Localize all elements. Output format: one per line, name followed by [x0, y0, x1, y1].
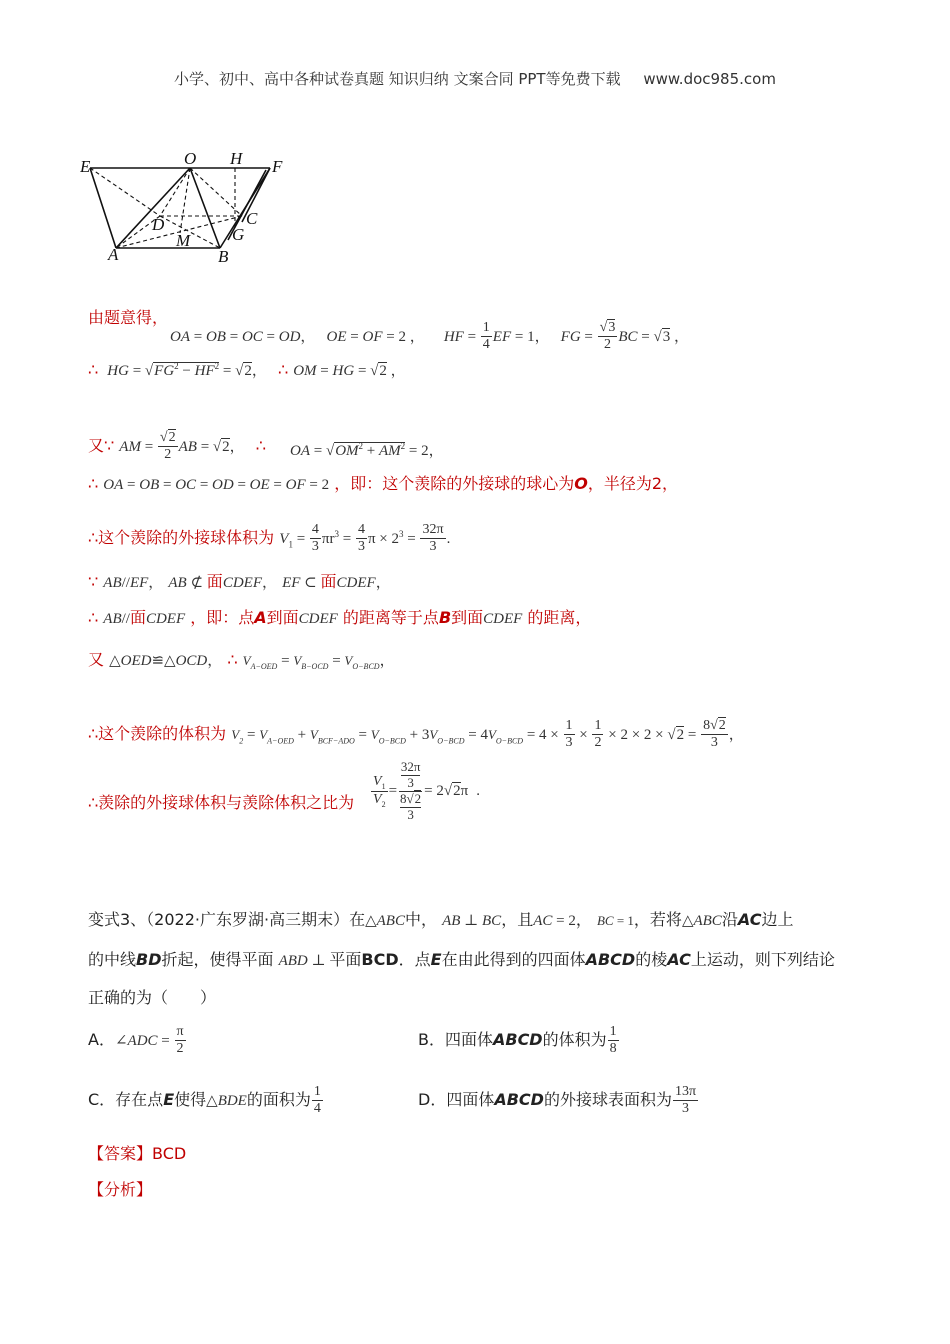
answer-line: [88, 1146, 186, 1162]
solution-line-4: ∴ OA = OB = OC = OD = OE = OF = 2 ，即：这个羡除的外接球的球心为O，半径为2，: [88, 474, 679, 493]
solution-line-10-eq: $\frac{V_1}{V_2}$ = 32π 3 8√2 3 = 2√2π .: [373, 759, 480, 822]
header-text: 小学、初中、高中各种试卷真题 知识归纳 文案合同 PPT等免费下载: [174, 70, 621, 88]
solution-line-3: 又∵ AM = $\frac{√2}{2}$ AB = √2， ∴: [88, 430, 266, 463]
option-c[interactable]: C．存在点E使得△BDE的面积为 $\frac{1}{4}$: [88, 1084, 321, 1117]
label-h: H: [230, 149, 243, 168]
label-b: B: [218, 247, 229, 266]
solution-line-6: ∵ AB//EF， AB ⊄ 面CDEF， EF ⊂ 面CDEF，: [88, 572, 391, 591]
question-line-3: 正确的为（ ）: [88, 988, 217, 1007]
option-b[interactable]: B．四面体ABCD的体积为 $\frac{1}{8}$: [418, 1024, 617, 1057]
edge-ea: [90, 168, 116, 248]
solution-line-3b: OA = $√OM^2 + AM^2 = 2$，: [290, 441, 444, 459]
edge-ob: [190, 168, 220, 248]
solution-line-8: 又 △OED≌△OCD， ∴ $V_{A-OED} = V_{B-OCD} = V_{O-BCD}$，: [88, 650, 395, 672]
page-header: [0, 68, 950, 89]
label-o: O: [184, 149, 197, 168]
label-m: M: [176, 231, 191, 250]
label-e: E: [80, 157, 91, 176]
label-c: C: [246, 209, 258, 228]
option-d[interactable]: D．四面体ABCD的外接球表面积为 $\frac{13\pi}{3}$: [418, 1084, 697, 1117]
edge-ed: [90, 168, 160, 216]
solution-line-7: ∴ AB//面CDEF ，即：点A到面CDEF 的距离等于点B到面CDEF 的距离，: [88, 608, 592, 627]
geometry-figure: [80, 148, 300, 268]
header-site[interactable]: www.doc985.com: [643, 70, 776, 88]
solution-line-9: ∴这个羡除的体积为 $V_2 = V_{A-OED} + V_{BCF-ADO} = V_{O-BCD} + 3V_{O-BCD} = 4V_{O-BCD} = 4$ × $\frac{1}{3}$ × $\frac{1}{2}$ × 2 × 2 × √2 = $\frac{8√2}{3}$ ，: [88, 718, 744, 751]
answer-value: BCD: [152, 1144, 187, 1163]
solution-line-5: ∴这个羡除的外接球体积为 $V_1$ = $\frac{4}{3}$ $\pi r^3$ = $\frac{4}{3}$ $\pi \times 2^3$ = $\frac{32\pi}{3}$ .: [88, 522, 451, 555]
question-line-2: 的中线BD折起，使得平面 ABD ⊥ 平面BCD．点E在由此得到的四面体ABCD的棱AC上运动，则下列结论: [88, 950, 835, 969]
edge-oc: [190, 168, 242, 216]
option-a[interactable]: A．∠ADC = $\frac{\pi}{2}$: [88, 1024, 184, 1057]
label-g: G: [232, 225, 245, 244]
label-a: A: [108, 245, 119, 264]
label-f: F: [272, 157, 283, 176]
solution-line-10: ∴羡除的外接球体积与羡除体积之比为: [88, 793, 355, 812]
solution-line-2: ∴ HG = $√FG^2 - HF^2 = √2$， ∴ OM = HG = √2 ，: [88, 360, 406, 379]
analysis-label: 【分析】: [88, 1180, 153, 1199]
solution-line-1-eq: OA = OB = OC = OD， OE = OF = 2 ， HF = $\frac{1}{4}$ EF = 1， FG = $\frac{√3}{2}$ BC = √3 ，: [170, 320, 689, 353]
edge-od: [160, 168, 190, 216]
question-line-1: 变式3、（2022·广东罗湖·高三期末）在△ABC中， AB ⊥ BC，且AC = 2， BC = 1，若将△ABC沿AC边上: [88, 910, 794, 929]
answer-label: 【答案】: [88, 1144, 153, 1163]
solution-line-1: 由题意得，: [88, 308, 169, 327]
label-d: D: [152, 215, 165, 234]
